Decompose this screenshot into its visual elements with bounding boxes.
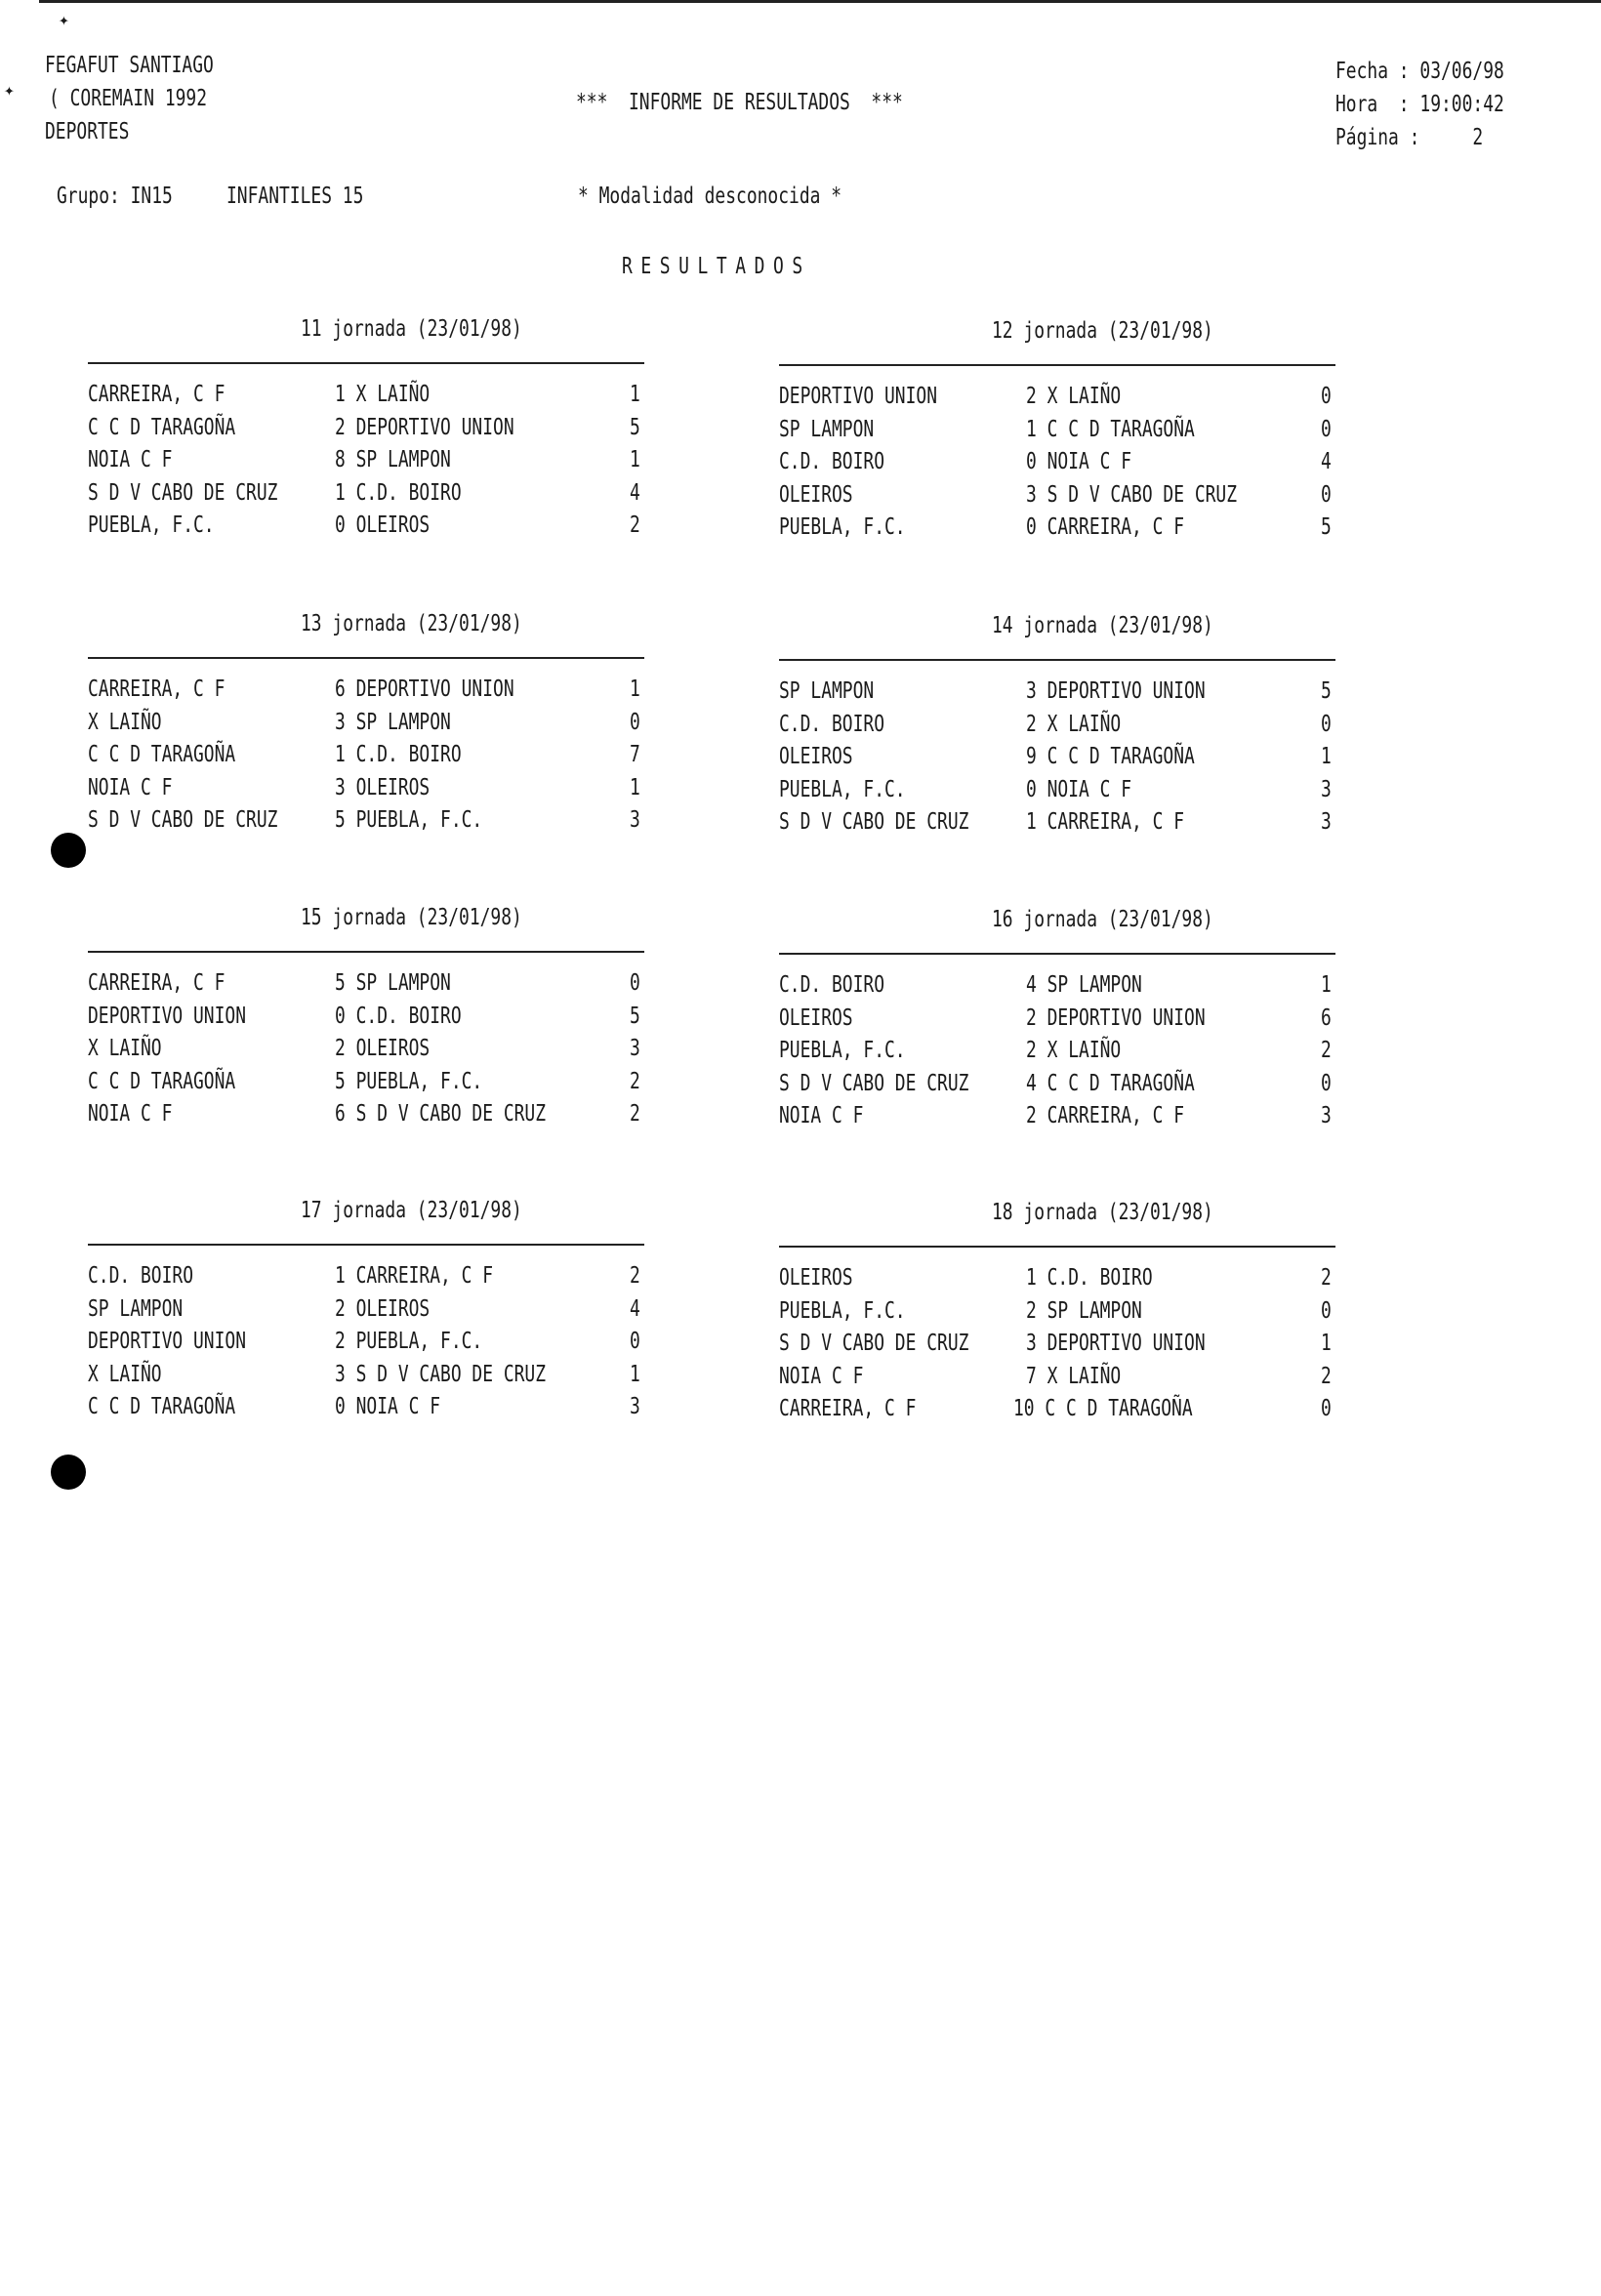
home-team: PUEBLA, F.C.	[779, 514, 906, 540]
away-team: SP LAMPON	[355, 447, 451, 472]
home-team: C C D TARAGOÑA	[88, 414, 236, 440]
jornada-title: 18 jornada (23/01/98)	[992, 1200, 1213, 1225]
away-team: NOIA C F	[1047, 776, 1132, 802]
home-score: 3	[1026, 481, 1037, 508]
home-score: 3	[335, 1361, 346, 1387]
score-and-away	[1026, 447, 1131, 476]
group-name: INFANTILES 15	[226, 184, 364, 209]
away-team: SP LAMPON	[355, 970, 451, 996]
match-row	[779, 970, 1340, 1004]
score-and-away	[335, 675, 514, 704]
away-score: 2	[630, 1068, 640, 1094]
report-date: Fecha : 03/06/98	[1335, 59, 1504, 84]
home-score: 10	[1013, 1396, 1035, 1421]
home-team: C.D. BOIRO	[779, 972, 885, 998]
home-score: 5	[335, 970, 346, 996]
score-and-away	[335, 1294, 430, 1324]
group-modality: * Modalidad desconocida *	[578, 184, 842, 209]
match-row	[779, 512, 1340, 546]
match-row	[779, 1362, 1340, 1395]
scan-mark: ✦	[59, 10, 69, 30]
jornada-block	[88, 609, 649, 843]
home-score: 0	[335, 1003, 346, 1029]
score-and-away	[335, 413, 514, 442]
score-and-away	[335, 708, 451, 737]
home-team: OLEIROS	[779, 744, 853, 769]
home-team: OLEIROS	[779, 1004, 853, 1031]
home-team: SP LAMPON	[779, 678, 875, 704]
home-team: S D V CABO DE CRUZ	[88, 479, 278, 506]
score-and-away	[335, 511, 430, 540]
match-row	[88, 1294, 649, 1328]
away-score: 3	[1321, 809, 1332, 835]
away-score: 5	[1321, 514, 1332, 540]
home-team: X LAIÑO	[88, 1036, 162, 1061]
home-score: 0	[335, 512, 346, 538]
home-team: C C D TARAGOÑA	[88, 1394, 236, 1419]
away-team: C.D. BOIRO	[355, 742, 462, 767]
home-score: 6	[335, 1101, 346, 1127]
home-team: PUEBLA, F.C.	[779, 1038, 906, 1063]
home-score: 2	[335, 1036, 346, 1061]
org-department: DEPORTES	[45, 119, 130, 144]
section-title: RESULTADOS	[622, 254, 811, 279]
report-time: Hora : 19:00:42	[1335, 92, 1504, 117]
away-team: C C D TARAGOÑA	[1047, 744, 1195, 769]
match-row	[779, 710, 1340, 743]
away-score: 2	[1321, 1265, 1332, 1291]
away-score: 0	[1321, 481, 1332, 508]
home-score: 5	[335, 1068, 346, 1094]
jornada-rule	[88, 362, 644, 364]
home-score: 2	[1026, 1103, 1037, 1128]
away-score: 4	[630, 479, 640, 506]
match-row	[88, 380, 649, 413]
match-row	[779, 1394, 1340, 1427]
away-team: SP LAMPON	[1047, 972, 1142, 998]
score-and-away	[335, 478, 462, 508]
home-score: 1	[1026, 416, 1037, 442]
away-score: 0	[1321, 1297, 1332, 1324]
score-and-away	[1026, 1362, 1121, 1391]
home-team: C.D. BOIRO	[88, 1263, 194, 1289]
match-row	[779, 1004, 1340, 1037]
away-team: X LAIÑO	[1047, 711, 1122, 737]
home-team: CARREIRA, C F	[88, 970, 226, 996]
score-and-away	[1026, 710, 1121, 739]
match-row	[779, 1263, 1340, 1296]
home-team: OLEIROS	[779, 1265, 853, 1291]
match-row	[88, 1261, 649, 1294]
home-score: 3	[335, 709, 346, 735]
jornada-block	[88, 1196, 649, 1430]
match-row	[779, 676, 1340, 710]
score-and-away	[1026, 1069, 1195, 1098]
score-and-away	[1026, 970, 1142, 1000]
away-score: 5	[1321, 678, 1332, 704]
home-team: S D V CABO DE CRUZ	[779, 1070, 969, 1096]
away-score: 3	[630, 1036, 640, 1061]
home-team: C.D. BOIRO	[779, 711, 885, 737]
away-team: CARREIRA, C F	[1047, 514, 1185, 540]
away-score: 0	[1321, 1396, 1332, 1421]
score-and-away	[335, 1099, 546, 1128]
home-score: 3	[1026, 1331, 1037, 1356]
score-and-away	[335, 1360, 546, 1389]
jornada-rule	[88, 951, 644, 953]
away-team: PUEBLA, F.C.	[355, 1329, 483, 1354]
away-score: 2	[630, 1263, 640, 1289]
away-score: 1	[630, 382, 640, 407]
score-and-away	[1026, 415, 1195, 444]
match-row	[88, 478, 649, 512]
away-team: OLEIROS	[355, 1295, 431, 1322]
away-team: PUEBLA, F.C.	[355, 807, 483, 833]
away-team: C.D. BOIRO	[355, 479, 462, 506]
group-code: Grupo: IN15	[57, 184, 173, 209]
away-team: C C D TARAGOÑA	[1045, 1396, 1193, 1421]
away-team: OLEIROS	[355, 1036, 431, 1061]
jornada-block	[88, 903, 649, 1137]
home-team: CARREIRA, C F	[779, 1396, 917, 1421]
home-score: 0	[1026, 449, 1037, 474]
jornada-title: 17 jornada (23/01/98)	[301, 1198, 522, 1223]
away-team: SP LAMPON	[355, 709, 451, 735]
home-score: 2	[1026, 1038, 1037, 1063]
home-score: 2	[1026, 1004, 1037, 1031]
home-score: 4	[1026, 972, 1037, 998]
jornada-block	[779, 1198, 1340, 1432]
away-team: X LAIÑO	[1047, 384, 1122, 409]
away-team: S D V CABO DE CRUZ	[355, 1361, 547, 1387]
punch-hole	[51, 1455, 86, 1490]
away-score: 0	[630, 1329, 640, 1354]
home-score: 3	[335, 774, 346, 800]
score-and-away	[1026, 1329, 1206, 1358]
score-and-away	[1026, 512, 1184, 542]
match-row	[88, 708, 649, 741]
away-score: 2	[630, 1101, 640, 1127]
match-row	[88, 1002, 649, 1035]
jornada-title: 12 jornada (23/01/98)	[992, 318, 1213, 344]
away-team: PUEBLA, F.C.	[355, 1068, 483, 1094]
home-score: 5	[335, 807, 346, 833]
home-team: S D V CABO DE CRUZ	[779, 809, 969, 835]
away-score: 7	[630, 742, 640, 767]
away-score: 0	[1321, 416, 1332, 442]
away-team: X LAIÑO	[1047, 1363, 1122, 1389]
home-score: 0	[335, 1394, 346, 1419]
away-score: 1	[630, 774, 640, 800]
home-score: 2	[1026, 711, 1037, 737]
home-score: 2	[1026, 1297, 1037, 1324]
match-row	[88, 1327, 649, 1360]
home-team: CARREIRA, C F	[88, 382, 226, 407]
away-score: 0	[630, 970, 640, 996]
home-team: PUEBLA, F.C.	[88, 512, 215, 538]
jornada-rule	[779, 659, 1335, 661]
away-score: 1	[630, 447, 640, 472]
jornada-title: 13 jornada (23/01/98)	[301, 611, 522, 636]
jornada-block	[779, 611, 1340, 845]
away-score: 0	[630, 709, 640, 735]
away-team: C C D TARAGOÑA	[1047, 416, 1195, 442]
home-score: 8	[335, 447, 346, 472]
home-team: CARREIRA, C F	[88, 676, 226, 702]
away-team: C.D. BOIRO	[355, 1003, 462, 1029]
match-row	[779, 1101, 1340, 1134]
score-and-away	[335, 805, 482, 835]
jornada-block	[779, 905, 1340, 1139]
match-row	[779, 1329, 1340, 1362]
score-and-away	[335, 1034, 430, 1063]
match-row	[779, 775, 1340, 808]
match-row	[88, 1099, 649, 1132]
home-score: 1	[335, 1263, 346, 1289]
score-and-away	[335, 773, 430, 802]
home-score: 6	[335, 676, 346, 702]
away-score: 1	[630, 676, 640, 702]
home-team: PUEBLA, F.C.	[779, 776, 906, 802]
home-score: 1	[1026, 809, 1037, 835]
match-row	[88, 511, 649, 544]
score-and-away	[1026, 742, 1195, 771]
report-header	[0, 0, 1601, 254]
away-team: CARREIRA, C F	[1047, 809, 1185, 835]
away-team: X LAIÑO	[1047, 1038, 1122, 1063]
home-team: DEPORTIVO UNION	[88, 1003, 247, 1029]
home-score: 7	[1026, 1363, 1037, 1389]
score-and-away	[335, 1392, 440, 1421]
home-score: 2	[1026, 384, 1037, 409]
away-team: OLEIROS	[355, 774, 431, 800]
home-score: 1	[335, 479, 346, 506]
jornada-rule	[779, 364, 1335, 366]
away-score: 2	[1321, 1038, 1332, 1063]
org-subtitle-text: COREMAIN 1992	[69, 86, 208, 111]
home-score: 2	[335, 1329, 346, 1354]
away-score: 2	[630, 512, 640, 538]
away-score: 1	[630, 1361, 640, 1387]
score-and-away	[1026, 807, 1184, 837]
jornada-title: 14 jornada (23/01/98)	[992, 613, 1213, 638]
home-team: X LAIÑO	[88, 1361, 162, 1387]
away-score: 0	[1321, 384, 1332, 409]
score-and-away	[335, 740, 462, 769]
home-team: C C D TARAGOÑA	[88, 1068, 236, 1094]
home-team: NOIA C F	[779, 1363, 864, 1389]
match-row	[88, 675, 649, 708]
away-score: 0	[1321, 1070, 1332, 1096]
match-row	[88, 413, 649, 446]
score-and-away	[1013, 1394, 1193, 1423]
score-and-away	[1026, 382, 1121, 411]
score-and-away	[1026, 1036, 1121, 1065]
score-and-away	[335, 1002, 462, 1031]
away-team: NOIA C F	[355, 1394, 441, 1419]
score-and-away	[335, 445, 451, 474]
home-team: S D V CABO DE CRUZ	[779, 1331, 969, 1356]
away-team: C.D. BOIRO	[1047, 1265, 1153, 1291]
match-row	[88, 445, 649, 478]
score-and-away	[335, 380, 430, 409]
match-row	[779, 480, 1340, 513]
score-and-away	[335, 1261, 493, 1291]
match-row	[88, 805, 649, 839]
away-score: 3	[630, 1394, 640, 1419]
home-team: NOIA C F	[88, 1101, 173, 1127]
score-and-away	[335, 968, 451, 998]
home-team: SP LAMPON	[88, 1295, 184, 1322]
match-row	[88, 773, 649, 806]
home-score: 1	[1026, 1265, 1037, 1291]
home-team: DEPORTIVO UNION	[88, 1329, 247, 1354]
score-and-away	[1026, 775, 1131, 804]
home-team: DEPORTIVO UNION	[779, 384, 938, 409]
score-and-away	[1026, 1263, 1153, 1292]
jornada-rule	[88, 657, 644, 659]
score-and-away	[335, 1327, 482, 1356]
home-score: 2	[335, 1295, 346, 1322]
away-score: 1	[1321, 1331, 1332, 1356]
home-team: OLEIROS	[779, 481, 853, 508]
home-team: NOIA C F	[779, 1103, 864, 1128]
home-score: 2	[335, 414, 346, 440]
away-team: DEPORTIVO UNION	[1047, 1004, 1206, 1031]
away-score: 5	[630, 414, 640, 440]
match-row	[779, 807, 1340, 840]
home-score: 1	[335, 742, 346, 767]
away-team: C C D TARAGOÑA	[1047, 1070, 1195, 1096]
away-score: 6	[1321, 1004, 1332, 1031]
score-and-away	[1026, 480, 1237, 510]
away-score: 1	[1321, 972, 1332, 998]
home-score: 0	[1026, 776, 1037, 802]
away-score: 4	[1321, 449, 1332, 474]
jornada-title: 11 jornada (23/01/98)	[301, 316, 522, 342]
away-team: NOIA C F	[1047, 449, 1132, 474]
score-and-away	[1026, 1296, 1142, 1326]
away-team: S D V CABO DE CRUZ	[1047, 481, 1238, 508]
match-row	[88, 1360, 649, 1393]
home-team: C C D TARAGOÑA	[88, 742, 236, 767]
home-team: X LAIÑO	[88, 709, 162, 735]
home-score: 0	[1026, 514, 1037, 540]
jornada-block	[779, 316, 1340, 551]
away-team: CARREIRA, C F	[1047, 1103, 1185, 1128]
away-team: DEPORTIVO UNION	[355, 676, 514, 702]
away-score: 5	[630, 1003, 640, 1029]
away-score: 2	[1321, 1363, 1332, 1389]
away-score: 3	[630, 807, 640, 833]
away-score: 0	[1321, 711, 1332, 737]
score-and-away	[1026, 1101, 1184, 1130]
home-score: 4	[1026, 1070, 1037, 1096]
home-team: C.D. BOIRO	[779, 449, 885, 474]
home-score: 9	[1026, 744, 1037, 769]
match-row	[88, 1067, 649, 1100]
home-team: PUEBLA, F.C.	[779, 1297, 906, 1324]
away-team: CARREIRA, C F	[355, 1263, 494, 1289]
match-row	[779, 1296, 1340, 1330]
match-row	[779, 447, 1340, 480]
home-score: 3	[1026, 678, 1037, 704]
scan-mark: ✦	[4, 80, 15, 101]
home-team: S D V CABO DE CRUZ	[88, 807, 278, 833]
jornada-block	[88, 314, 649, 549]
org-name: FEGAFUT SANTIAGO	[45, 53, 214, 78]
jornada-title: 15 jornada (23/01/98)	[301, 905, 522, 930]
home-score: 1	[335, 382, 346, 407]
score-and-away	[335, 1067, 482, 1096]
home-team: NOIA C F	[88, 447, 173, 472]
away-team: DEPORTIVO UNION	[355, 414, 514, 440]
jornada-rule	[779, 953, 1335, 955]
away-score: 4	[630, 1295, 640, 1322]
match-row	[779, 415, 1340, 448]
away-score: 3	[1321, 1103, 1332, 1128]
away-score: 3	[1321, 776, 1332, 802]
jornada-rule	[779, 1246, 1335, 1248]
match-row	[88, 968, 649, 1002]
away-team: S D V CABO DE CRUZ	[355, 1101, 547, 1127]
match-row	[88, 1034, 649, 1067]
report-page: Página : 2	[1335, 125, 1484, 150]
punch-hole	[51, 833, 86, 868]
away-team: DEPORTIVO UNION	[1047, 678, 1206, 704]
jornada-title: 16 jornada (23/01/98)	[992, 907, 1213, 932]
score-and-away	[1026, 676, 1206, 706]
match-row	[779, 1069, 1340, 1102]
match-row	[779, 1036, 1340, 1069]
away-team: OLEIROS	[355, 512, 431, 538]
score-and-away	[1026, 1004, 1206, 1033]
jornada-rule	[88, 1244, 644, 1246]
match-row	[779, 742, 1340, 775]
away-team: DEPORTIVO UNION	[1047, 1331, 1206, 1356]
home-team: NOIA C F	[88, 774, 173, 800]
away-team: X LAIÑO	[355, 382, 431, 407]
match-row	[88, 1392, 649, 1425]
home-team: SP LAMPON	[779, 416, 875, 442]
report-title: *** INFORME DE RESULTADOS ***	[576, 90, 903, 115]
match-row	[779, 382, 1340, 415]
away-team: SP LAMPON	[1047, 1297, 1142, 1324]
org-subtitle: ( COREMAIN 1992	[49, 86, 208, 111]
match-row	[88, 740, 649, 773]
away-score: 1	[1321, 744, 1332, 769]
